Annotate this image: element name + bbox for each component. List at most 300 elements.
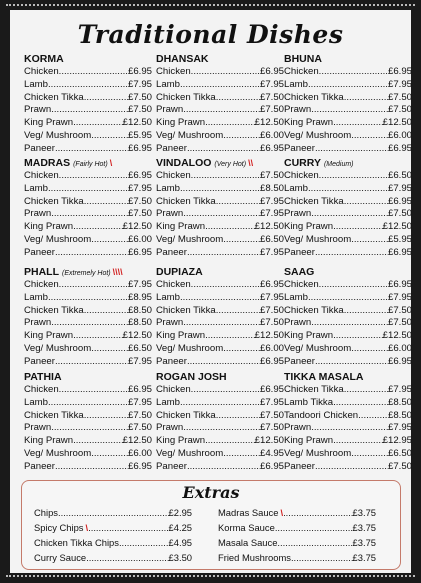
leader-dots: [85, 520, 168, 535]
leader-dots: [180, 183, 260, 196]
leader-dots: [223, 130, 260, 143]
item-name: Paneer: [24, 142, 55, 154]
section-title: [156, 52, 284, 66]
item-name: Chicken: [284, 170, 319, 181]
leader-dots: [275, 520, 353, 535]
item-name: Veg/ Mushroom: [24, 129, 92, 141]
extras-left-column: [34, 505, 192, 565]
menu-item: [284, 448, 412, 461]
item-price: £7.95: [127, 279, 152, 290]
item-price: £6.95: [259, 460, 284, 472]
leader-dots: [91, 343, 128, 356]
item-price: £7.95: [387, 384, 412, 395]
leader-dots: [315, 247, 388, 260]
item-name: Chicken: [24, 66, 59, 77]
item-name: Prawn: [284, 104, 312, 116]
leader-dots: [319, 279, 388, 292]
item-name: Lamb: [284, 78, 308, 90]
item-price: £7.50: [259, 317, 284, 329]
item-price: £6.95: [127, 170, 152, 181]
section-name: PHALL: [24, 266, 59, 278]
leader-dots: [344, 196, 388, 209]
menu-item: [156, 422, 284, 435]
leader-dots: [311, 104, 388, 117]
item-name: Chicken: [24, 279, 59, 290]
menu-item: [284, 397, 412, 410]
menu-item: [284, 279, 412, 292]
item-price: £6.00: [387, 129, 412, 141]
menu-item: [24, 92, 152, 105]
item-name: Veg/ Mushroom: [284, 342, 352, 354]
item-price: £7.50: [127, 104, 152, 116]
leader-dots: [333, 397, 388, 410]
item-name: Chips: [34, 507, 58, 518]
menu-item: [24, 183, 152, 196]
leader-dots: [351, 234, 388, 247]
menu-item: [24, 292, 152, 305]
item-name: King Prawn: [24, 117, 74, 129]
section-dupiaza: [156, 265, 284, 369]
menu-item: [284, 305, 412, 318]
item-name: Paneer: [156, 246, 187, 258]
item-name: Veg/ Mushroom: [156, 342, 224, 354]
item-name: Chicken: [156, 384, 191, 395]
item-price: £12.50: [382, 330, 412, 342]
leader-dots: [315, 461, 388, 474]
leader-dots: [48, 292, 128, 305]
extras-box: [21, 480, 401, 570]
item-name: Veg/ Mushroom: [24, 342, 92, 354]
item-name: Chicken: [156, 279, 191, 290]
leader-dots: [223, 343, 260, 356]
menu-item: [156, 397, 284, 410]
section-name: CURRY: [284, 157, 321, 169]
extras-title: Extras: [182, 483, 240, 502]
item-price: £2.95: [168, 507, 192, 518]
item-name: Paneer: [284, 460, 315, 472]
leader-dots: [73, 330, 123, 343]
item-name: Chicken: [24, 170, 59, 181]
leader-dots: [191, 66, 260, 79]
menu-item: [156, 292, 284, 305]
menu-item: [156, 66, 284, 79]
item-name: Madras Sauce: [218, 507, 279, 518]
menu-item: [156, 330, 284, 343]
menu-item: [284, 461, 412, 474]
item-price: £8.50: [127, 317, 152, 329]
leader-dots: [315, 143, 388, 156]
item-price: £12.50: [122, 117, 152, 129]
item-price: £8.50: [259, 182, 284, 194]
item-price: £6.50: [387, 447, 412, 459]
item-name: Veg/ Mushroom: [284, 233, 352, 245]
item-price: £5.95: [127, 129, 152, 141]
leader-dots: [333, 330, 383, 343]
item-price: £12.50: [254, 117, 284, 129]
leader-dots: [344, 305, 388, 318]
item-name: Veg/ Mushroom: [156, 233, 224, 245]
item-name: King Prawn: [24, 435, 74, 447]
item-price: £12.50: [382, 117, 412, 129]
item-price: £3.75: [352, 537, 376, 548]
leader-dots: [48, 397, 128, 410]
leader-dots: [59, 279, 128, 292]
section-name: TIKKA MASALA: [284, 371, 364, 383]
menu-item: [34, 520, 192, 535]
item-name: Veg/ Mushroom: [284, 447, 352, 459]
leader-dots: [333, 221, 383, 234]
section-name: SAAG: [284, 266, 315, 278]
menu-item: [156, 221, 284, 234]
item-name: Lamb: [24, 291, 48, 303]
item-name: Chicken Tikka: [156, 91, 216, 103]
item-price: £12.50: [254, 221, 284, 233]
item-name: King Prawn: [284, 221, 334, 233]
leader-dots: [180, 292, 260, 305]
section-rogan-josh: [156, 370, 284, 474]
leader-dots: [51, 104, 128, 117]
item-price: £6.95: [127, 384, 152, 395]
item-price: £7.95: [127, 78, 152, 90]
menu-item: [284, 422, 412, 435]
item-name: Prawn: [284, 317, 312, 329]
item-price: £12.50: [382, 221, 412, 233]
leader-dots: [73, 221, 123, 234]
section-pathia: [24, 370, 152, 474]
menu-item: [284, 130, 412, 143]
menu-item: [156, 448, 284, 461]
menu-item: [284, 117, 412, 130]
item-name: Lamb Tikka: [284, 396, 334, 408]
section-name: DUPIAZA: [156, 266, 203, 278]
item-price: £7.95: [259, 195, 284, 207]
menu-item: [156, 279, 284, 292]
section-name: ROGAN JOSH: [156, 371, 227, 383]
item-name: Chicken: [24, 384, 59, 395]
menu-item: [218, 535, 376, 550]
item-name: Prawn: [24, 317, 52, 329]
menu-item: [24, 317, 152, 330]
item-price: £3.75: [352, 522, 376, 533]
item-name: Paneer: [156, 142, 187, 154]
item-price: £7.50: [387, 460, 412, 472]
menu-item: [284, 196, 412, 209]
item-price: £7.50: [259, 304, 284, 316]
item-name: Chicken Tikka: [284, 91, 344, 103]
item-price: £7.95: [387, 291, 412, 303]
section-name: MADRAS: [24, 157, 71, 169]
item-price: £6.95: [387, 355, 412, 367]
leader-dots: [119, 535, 169, 550]
item-name: Prawn: [156, 208, 184, 220]
leader-dots: [51, 317, 128, 330]
section-name: PATHIA: [24, 371, 62, 383]
menu-item: [24, 397, 152, 410]
menu-item: [156, 343, 284, 356]
section-title: [24, 370, 152, 384]
leader-dots: [84, 196, 128, 209]
item-price: £6.95: [259, 355, 284, 367]
leader-dots: [308, 292, 388, 305]
item-name: Paneer: [156, 460, 187, 472]
leader-dots: [311, 208, 388, 221]
left-border: [0, 10, 10, 573]
item-name: King Prawn: [24, 330, 74, 342]
item-name: King Prawn: [284, 117, 334, 129]
leader-dots: [180, 79, 260, 92]
item-price: £7.95: [259, 78, 284, 90]
item-name: Lamb: [24, 182, 48, 194]
item-price: £7.50: [387, 317, 412, 329]
item-name: King Prawn: [284, 330, 334, 342]
leader-dots: [191, 384, 260, 397]
item-name: Prawn: [156, 422, 184, 434]
item-name: Lamb: [156, 78, 180, 90]
leader-dots: [319, 170, 388, 183]
menu-item: [156, 143, 284, 156]
item-price: £7.95: [127, 396, 152, 408]
menu-item: [156, 247, 284, 260]
item-name: Prawn: [284, 208, 312, 220]
item-name: Masala Sauce: [218, 537, 278, 548]
section-tikka-masala: [284, 370, 412, 474]
item-name: Prawn: [156, 317, 184, 329]
section-name: DHANSAK: [156, 53, 209, 65]
leader-dots: [55, 143, 128, 156]
item-name: Lamb: [156, 396, 180, 408]
item-price: £8.50: [387, 409, 412, 421]
item-price: £7.95: [387, 422, 412, 434]
item-price: £7.50: [127, 195, 152, 207]
item-price: £6.95: [127, 66, 152, 77]
item-price: £7.95: [127, 355, 152, 367]
section-title: [284, 52, 412, 66]
leader-dots: [277, 535, 352, 550]
item-price: £12.95: [382, 435, 412, 447]
item-price: £6.95: [387, 66, 412, 77]
menu-item: [284, 317, 412, 330]
menu-item: [284, 183, 412, 196]
menu-item: [156, 317, 284, 330]
item-name: King Prawn: [156, 435, 206, 447]
item-name: Lamb: [284, 291, 308, 303]
item-price: £12.50: [122, 435, 152, 447]
leader-dots: [216, 305, 260, 318]
leader-dots: [55, 247, 128, 260]
leader-dots: [344, 384, 388, 397]
menu-item: [156, 234, 284, 247]
leader-dots: [291, 550, 353, 565]
item-price: £5.95: [387, 233, 412, 245]
leader-dots: [59, 384, 128, 397]
item-price: £4.95: [168, 537, 192, 548]
menu-item: [24, 435, 152, 448]
leader-dots: [86, 550, 168, 565]
leader-dots: [333, 117, 383, 130]
leader-dots: [283, 505, 352, 520]
menu-item: [24, 143, 152, 156]
section-madras: [24, 156, 152, 260]
leader-dots: [223, 448, 260, 461]
item-name: Paneer: [24, 246, 55, 258]
leader-dots: [216, 196, 260, 209]
menu-item: [156, 461, 284, 474]
leader-dots: [91, 234, 128, 247]
section-bhuna: [284, 52, 412, 156]
menu-item: [24, 422, 152, 435]
menu-item: [24, 343, 152, 356]
menu-item: [24, 221, 152, 234]
item-price: £6.50: [127, 342, 152, 354]
item-price: £7.95: [387, 182, 412, 194]
menu-item: [284, 435, 412, 448]
item-price: £6.95: [259, 384, 284, 395]
menu-item: [156, 183, 284, 196]
menu-page: [10, 10, 411, 573]
item-name: Paneer: [156, 355, 187, 367]
leader-dots: [311, 317, 388, 330]
menu-item: [24, 279, 152, 292]
menu-item: [24, 170, 152, 183]
leader-dots: [216, 92, 260, 105]
item-name: Paneer: [284, 246, 315, 258]
menu-item: [24, 330, 152, 343]
item-name: Chicken: [284, 279, 319, 290]
leader-dots: [91, 130, 128, 143]
menu-item: [284, 66, 412, 79]
item-price: £7.50: [127, 409, 152, 421]
menu-item: [24, 130, 152, 143]
item-name: Lamb: [156, 291, 180, 303]
leader-dots: [315, 356, 388, 369]
leader-dots: [73, 117, 123, 130]
leader-dots: [205, 435, 255, 448]
leader-dots: [191, 170, 260, 183]
leader-dots: [187, 356, 260, 369]
menu-item: [284, 234, 412, 247]
menu-item: [284, 170, 412, 183]
item-name: Chicken Tikka: [24, 195, 84, 207]
section-saag: [284, 265, 412, 369]
item-price: £6.95: [259, 66, 284, 77]
item-price: £3.50: [168, 552, 192, 563]
item-name: Prawn: [156, 104, 184, 116]
page-title: Traditional Dishes: [77, 20, 344, 49]
item-price: £7.50: [259, 422, 284, 434]
leader-dots: [351, 343, 388, 356]
leader-dots: [351, 130, 388, 143]
item-price: £6.00: [387, 342, 412, 354]
item-price: £6.00: [127, 447, 152, 459]
item-name: Chicken Tikka: [284, 195, 344, 207]
leader-dots: [183, 208, 260, 221]
leader-dots: [183, 317, 260, 330]
leader-dots: [216, 410, 260, 423]
menu-item: [24, 117, 152, 130]
menu-item: [284, 343, 412, 356]
item-price: £6.95: [259, 142, 284, 154]
section-curry: [284, 156, 412, 260]
menu-item: [218, 550, 376, 565]
menu-item: [284, 92, 412, 105]
item-name: Lamb: [284, 182, 308, 194]
menu-item: [284, 356, 412, 369]
leader-dots: [205, 330, 255, 343]
section-title: [156, 156, 284, 170]
item-price: £7.50: [259, 104, 284, 116]
leader-dots: [187, 247, 260, 260]
item-price: £4.25: [168, 522, 192, 533]
item-price: £6.00: [259, 129, 284, 141]
item-price: £6.95: [127, 460, 152, 472]
menu-item: [156, 104, 284, 117]
leader-dots: [205, 221, 255, 234]
leader-dots: [308, 79, 388, 92]
item-price: £6.50: [259, 233, 284, 245]
item-price: £3.75: [352, 507, 376, 518]
item-price: £7.50: [259, 170, 284, 181]
item-name: Veg/ Mushroom: [156, 129, 224, 141]
menu-item: [284, 292, 412, 305]
menu-item: [156, 170, 284, 183]
menu-item: [156, 117, 284, 130]
leader-dots: [358, 410, 388, 423]
menu-item: [24, 247, 152, 260]
item-price: £7.95: [387, 78, 412, 90]
chili-icon: \: [85, 522, 89, 533]
item-name: King Prawn: [156, 221, 206, 233]
menu-item: [284, 410, 412, 423]
menu-item: [156, 356, 284, 369]
item-price: £7.95: [259, 208, 284, 220]
item-name: Curry Sauce: [34, 552, 87, 563]
item-price: £6.95: [387, 195, 412, 207]
leader-dots: [84, 305, 128, 318]
item-name: Chicken Tikka: [24, 304, 84, 316]
menu-item: [24, 410, 152, 423]
item-name: Prawn: [24, 104, 52, 116]
item-name: Veg/ Mushroom: [156, 447, 224, 459]
menu-item: [218, 505, 376, 520]
leader-dots: [187, 143, 260, 156]
menu-item: [156, 305, 284, 318]
menu-item: [34, 535, 192, 550]
item-name: King Prawn: [156, 330, 206, 342]
leader-dots: [84, 92, 128, 105]
item-name: Chicken Tikka: [24, 91, 84, 103]
item-price: £6.95: [127, 246, 152, 258]
menu-item: [24, 66, 152, 79]
section-title: [24, 156, 152, 170]
item-price: £7.50: [387, 304, 412, 316]
leader-dots: [183, 422, 260, 435]
item-price: £7.50: [127, 91, 152, 103]
item-price: £6.00: [259, 342, 284, 354]
heat-note: (Medium): [323, 161, 354, 168]
leader-dots: [187, 461, 260, 474]
section-title: [156, 370, 284, 384]
leader-dots: [55, 461, 128, 474]
item-price: £7.50: [259, 91, 284, 103]
item-price: £12.50: [122, 330, 152, 342]
leader-dots: [48, 79, 128, 92]
item-price: £6.50: [387, 170, 412, 181]
item-name: Spicy Chips: [34, 522, 84, 533]
heat-note: (Fairly Hot): [73, 161, 108, 168]
item-name: Prawn: [24, 208, 52, 220]
extras-right-column: [218, 505, 376, 565]
menu-item: [284, 143, 412, 156]
